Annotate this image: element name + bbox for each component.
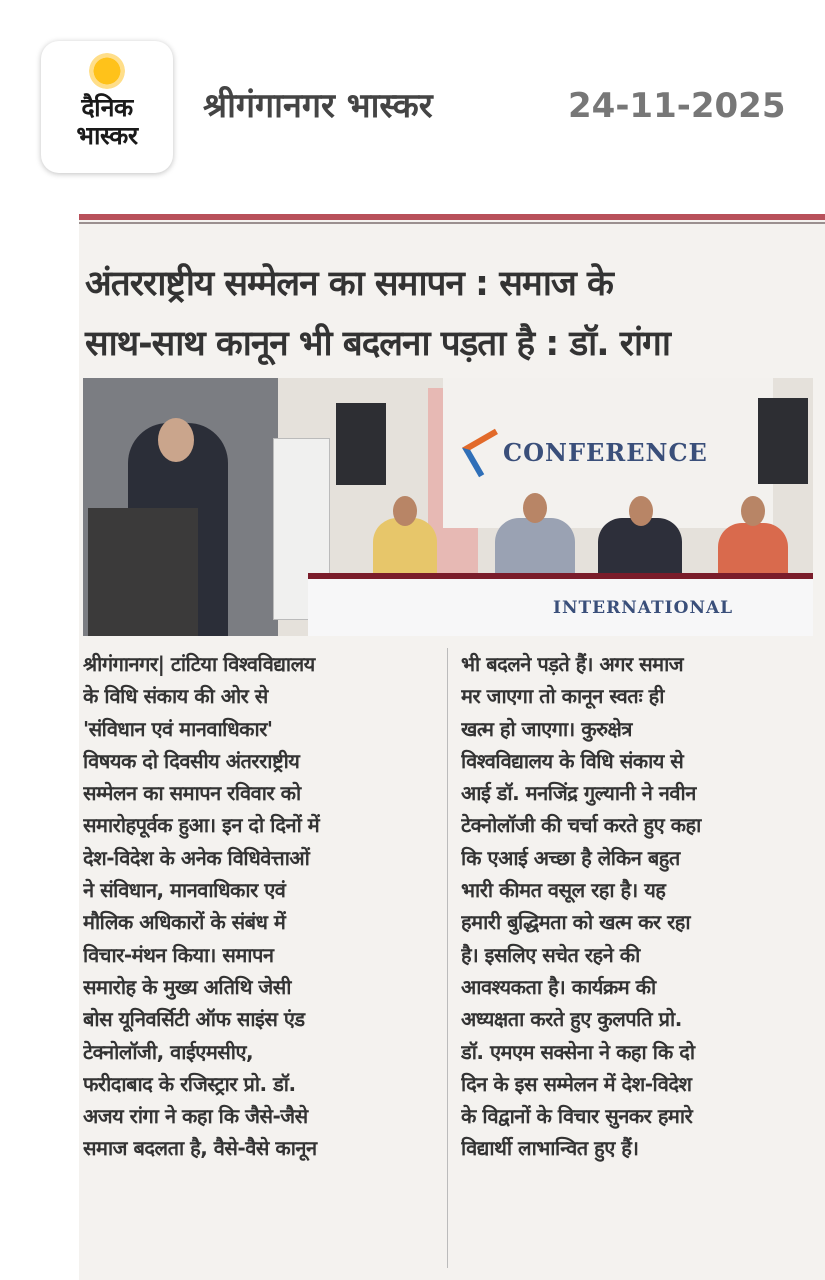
photo-guest-1 xyxy=(373,518,437,578)
article-photo xyxy=(83,378,813,636)
article-text-line: आवश्यकता है। कार्यक्रम की xyxy=(461,974,656,999)
logo-text-line2: भास्कर xyxy=(76,121,138,150)
article-text-line: टेक्नोलॉजी की चर्चा करते हुए कहा xyxy=(461,813,701,838)
dainik-bhaskar-logo[interactable] xyxy=(41,41,173,173)
article-text-line: है। इसलिए सचेत रहने की xyxy=(461,942,640,967)
app-header xyxy=(0,0,825,215)
photo-guest-3 xyxy=(598,518,682,578)
article-text-line: खत्म हो जाएगा। कुरुक्षेत्र xyxy=(461,716,632,741)
article-column-1 xyxy=(83,648,435,1165)
article-text-line: देश-विदेश के अनेक विधिवेत्ताओं xyxy=(83,845,310,870)
article-text-line: ने संविधान, मानवाधिकार एवं xyxy=(83,878,286,903)
article-text-line: डॉ. एमएम सक्सेना ने कहा कि दो xyxy=(461,1039,695,1064)
article-text-line: फरीदाबाद के रजिस्ट्रार प्रो. डॉ. xyxy=(83,1071,296,1096)
top-rule-thin xyxy=(79,222,825,224)
article-text-line: के विधि संकाय की ओर से xyxy=(83,684,268,709)
top-rule xyxy=(79,214,825,220)
photo-podium xyxy=(88,508,198,636)
headline-line-2: साथ-साथ कानून भी बदलना पड़ता है : डॉ. रांगा xyxy=(85,324,670,364)
column-divider xyxy=(447,648,448,1268)
photo-guest-4 xyxy=(718,523,788,578)
photo-banner-text: CONFERENCE xyxy=(503,438,708,467)
photo-table-text: INTERNATIONAL xyxy=(553,598,734,618)
article-text-line: समाज बदलता है, वैसे-वैसे कानून xyxy=(83,1136,317,1161)
photo-guest-2-face xyxy=(523,493,547,523)
article-text-line: समारोह के मुख्य अतिथि जेसी xyxy=(83,974,291,999)
article-text-line: विषयक दो दिवसीय अंतरराष्ट्रीय xyxy=(83,748,300,773)
article-text-line: श्रीगंगानगर| टांटिया विश्वविद्यालय xyxy=(83,652,315,676)
photo-guest-1-face xyxy=(393,496,417,526)
article-text-line: भी बदलने पड़ते हैं। अगर समाज xyxy=(461,652,684,676)
article-text-line: आई डॉ. मनजिंद्र गुल्यानी ने नवीन xyxy=(461,781,696,806)
article-text-line: हमारी बुद्धिमता को खत्म कर रहा xyxy=(461,910,691,935)
article-text-line: मर जाएगा तो कानून स्वतः ही xyxy=(461,684,664,709)
photo-loudspeaker-right xyxy=(758,398,808,484)
edition-date: 24-11-2025 xyxy=(568,86,786,126)
article-text-line: बोस यूनिवर्सिटी ऑफ साइंस एंड xyxy=(83,1007,305,1032)
article-text-line: अध्यक्षता करते हुए कुलपति प्रो. xyxy=(461,1007,682,1032)
article-text-line: के विद्वानों के विचार सुनकर हमारे xyxy=(461,1104,693,1129)
article-text-line: विचार-मंथन किया। समापन xyxy=(83,942,274,967)
photo-loudspeaker xyxy=(336,403,386,485)
photo-guest-4-face xyxy=(741,496,765,526)
article-column-2 xyxy=(461,648,813,1165)
article-text-line: अजय रांगा ने कहा कि जैसे-जैसे xyxy=(83,1104,308,1129)
photo-speaker-head xyxy=(158,418,194,462)
article-text-line: सम्मेलन का समापन रविवार को xyxy=(83,781,301,806)
article-headline xyxy=(85,254,805,374)
article-text-line: मौलिक अधिकारों के संबंध में xyxy=(83,910,286,935)
photo-guest-2 xyxy=(495,518,575,578)
article-text-line: टेक्नोलॉजी, वाईएमसीए, xyxy=(83,1039,254,1064)
sun-icon xyxy=(89,53,125,89)
article-text-line: 'संविधान एवं मानवाधिकार' xyxy=(83,716,273,741)
edition-title: श्रीगंगानगर भास्कर xyxy=(203,86,433,126)
headline-line-1: अंतरराष्ट्रीय सम्मेलन का समापन : समाज के xyxy=(85,264,613,304)
article-text-line: विश्वविद्यालय के विधि संकाय से xyxy=(461,748,684,773)
article-text-line: विद्यार्थी लाभान्वित हुए हैं। xyxy=(461,1136,639,1161)
photo-guest-3-face xyxy=(629,496,653,526)
article-text-line: कि एआई अच्छा है लेकिन बहुत xyxy=(461,845,680,870)
news-clipping xyxy=(79,214,825,1280)
logo-text-line1: दैनिक xyxy=(81,93,133,122)
article-text-line: समारोहपूर्वक हुआ। इन दो दिनों में xyxy=(83,813,320,838)
article-text-line: दिन के इस सम्मेलन में देश-विदेश xyxy=(461,1071,692,1096)
article-text-line: भारी कीमत वसूल रहा है। यह xyxy=(461,878,666,903)
